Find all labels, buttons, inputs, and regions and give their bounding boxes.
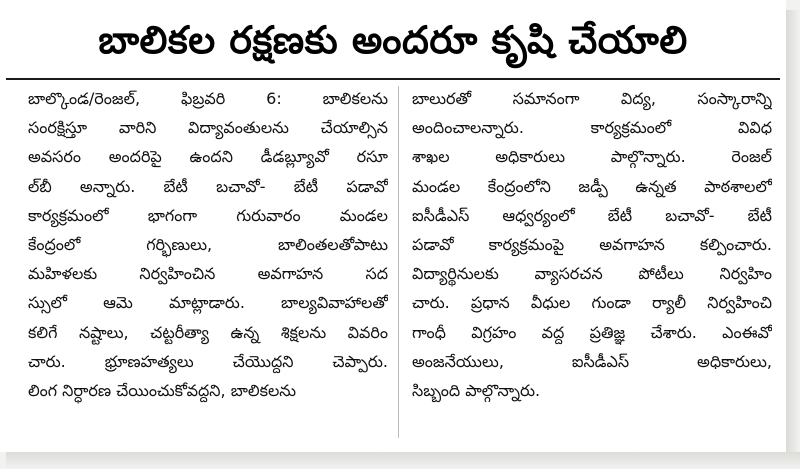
body-line: కలిగే నష్టాలు, చట్టరీత్యా ఉన్న శిక్షలను వివరిం xyxy=(28,322,388,342)
body-line: సంరక్షిస్తూ వారిని విద్యావంతులను చేయాల్సిన xyxy=(28,118,388,138)
body-line: లింగ నిర్ధారణ చేయించుకోవద్దని, బాలికలను xyxy=(28,380,297,400)
left-column xyxy=(28,84,388,405)
page-shadow-right xyxy=(786,10,800,469)
body-line: అవసరం అందరిపై ఉందని డీడబ్ల్యూవో రసూ xyxy=(28,147,388,167)
body-line: ఐసీడీఎస్ ఆధ్వర్యంలో బేటీ బచావో- బేటీ xyxy=(412,205,772,225)
headline: బాలికల రక్షణకు అందరూ కృషి చేయాలి xyxy=(98,18,688,62)
body-line: బాలురతో సమానంగా విద్య, సంస్కారాన్ని xyxy=(412,89,772,108)
body-line: గాంధీ విగ్రహం వద్ద ప్రతిజ్ఞ చేశారు. ఎంఈవో xyxy=(412,322,772,342)
page-shadow-bottom xyxy=(6,452,800,469)
body-line: అందించాలన్నారు. కార్యక్రమంలో వివిధ xyxy=(412,118,772,138)
body-line: మహిళలకు నిర్వహించిన అవగాహన సద xyxy=(28,264,388,284)
body-line: స్సులో ఆమె మాట్లాడారు. బాల్యవివాహాలతో xyxy=(28,293,388,313)
body-line: శాఖల అధికారులు పాల్గొన్నారు. రెంజల్ xyxy=(412,147,772,167)
right-column xyxy=(412,84,772,405)
body-line: చారు. ప్రధాన వీధుల గుండా ర్యాలీ నిర్వహించి xyxy=(412,293,772,313)
body-line: పడావో కార్యక్రమంపై అవగాహన కల్పించారు. xyxy=(412,234,772,254)
body-line: విద్యార్థినులకు వ్యాసరచన పోటీలు నిర్వహిం xyxy=(412,264,772,284)
body-line: కార్యక్రమంలో భాగంగా గురువారం మండల xyxy=(28,205,388,225)
body-line: మండల కేంద్రంలోని జడ్పీ ఉన్నత పాఠశాలలో xyxy=(412,176,772,196)
headline-rule xyxy=(6,78,780,80)
body-line: సిబ్బంది పాల్గొన్నారు. xyxy=(412,380,541,400)
body-line: ల్‌బీ అన్నారు. బేటీ బచావో- బేటీ పడావో xyxy=(28,176,388,196)
body-line: కేంద్రంలో గర్భిణులు, బాలింతలతోపాటు xyxy=(28,234,388,254)
column-divider xyxy=(398,86,399,438)
body-line: అంజనేయులు, ఐసీడీఎస్ అధికారులు, xyxy=(412,351,772,371)
body-line: చారు. భ్రూణహత్యలు చేయొద్దని చెప్పారు. xyxy=(28,351,388,371)
body-line: బాల్కొండ/రెంజల్, ఫిబ్రవరి 6: బాలికలను xyxy=(28,89,388,108)
